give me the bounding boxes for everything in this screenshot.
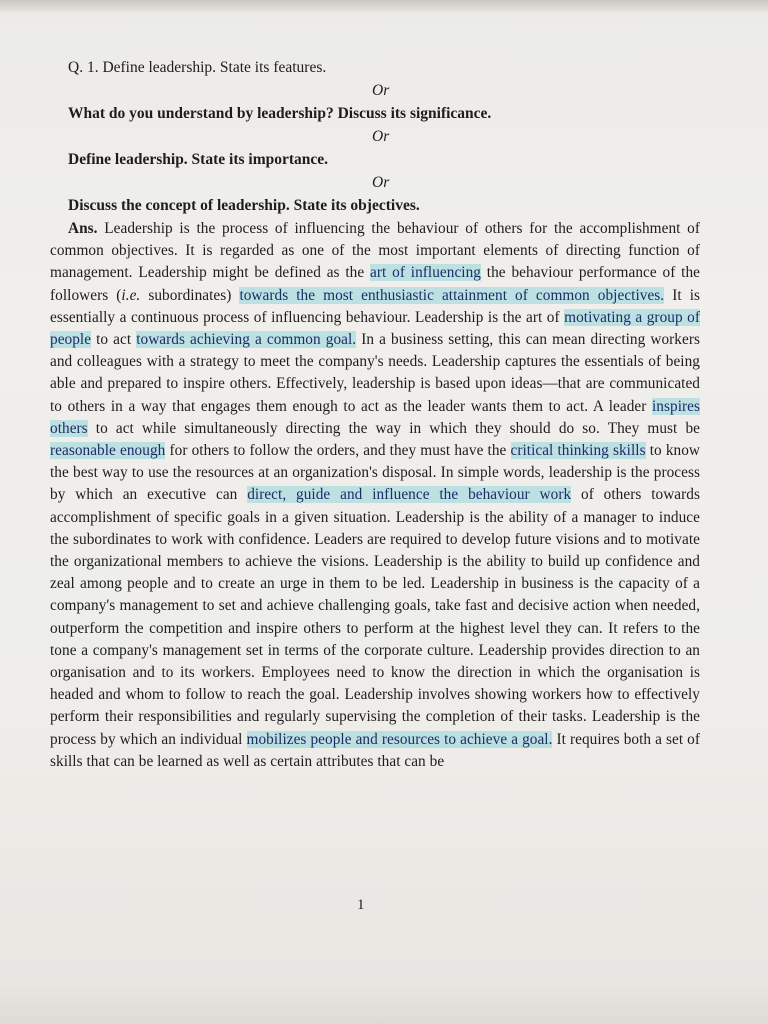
answer-text: of others towards accomplishment of specific goals in a given situation. Leadership is the ability of a manager to induce the subordinates to work with confidence. Leaders are required to develop future visions and to motivate the organizational members to achieve the visions. Leadership is the ability to build up confidence and zeal among people and to create an urge in them to be led. Leadership in business is the capacity of a company's management to set and achieve challenging goals, take fast and decisive action when needed, outperform the competition and inspire others to perform at the highest level they can. It refers to the tone a company's management set in terms of the corporate culture. Leadership provides direction to an organisation and to its workers. Employees need to know the direction in which the organisation is headed and whom to follow to reach the goal. Leadership involves showing workers how to effectively perform their responsibilities and regularly supervising the completion of their tasks. Leadership is the process by which an individual (50, 486, 700, 748)
page-bottom-shadow (0, 984, 768, 1024)
question-3: Define leadership. State its importance. (68, 151, 329, 168)
question-1: Q. 1. Define leadership. State its features. (68, 59, 327, 76)
highlighted-text: inspires others (50, 397, 700, 437)
highlighted-text: towards achieving a common goal. (136, 331, 357, 349)
highlighted-text: direct, guide and influence the behaviour work (247, 486, 572, 504)
page-content (50, 56, 700, 773)
page-top-edge (0, 0, 768, 14)
answer-text: i.e. (121, 286, 141, 304)
highlighted-text: art of influencing (370, 264, 481, 282)
highlighted-text: towards the most enthusiastic attainment of common objectives. (239, 286, 665, 304)
answer-text: It requires both a set of skills that can be learned as well as certain attributes that can be (50, 730, 701, 770)
highlighted-text: mobilizes people and resources to achieve a goal. (246, 730, 553, 748)
answer-paragraph (50, 218, 700, 773)
answer-text: It is essentially a continuous process of influencing behaviour. Leadership is the art of (50, 286, 700, 326)
answer-text: In a business setting, this can mean directing workers and colleagues with a strategy to meet the company's needs. Leadership captures the essentials of being able and prepared to inspire others. Effectively, leadership is based upon ideas—that are communicated to others in a way that engages them enough to act as the leader wants them to act. A leader (50, 331, 700, 415)
question-2: What do you understand by leadership? Discuss its significance. (68, 105, 492, 122)
answer-text: for others to follow the orders, and they must have the (165, 442, 511, 460)
highlighted-text: motivating a group of people (50, 308, 700, 349)
answer-text: Leadership is the process of influencing the behaviour of others for the accomplishment of common objectives. It is regarded as one of the most important elements of directing function of management. Leadership might be defined as the (50, 220, 700, 282)
or-divider-3: Or (372, 174, 390, 191)
answer-text: to know the best way to use the resources at an organization's disposal. In simple words, leadership is the process by which an executive can (50, 442, 701, 504)
answer-text: to act while simultaneously directing the way in which they should do so. They must be (87, 419, 700, 437)
answer-text: subordinates) (140, 286, 240, 304)
answer-text: the behaviour performance of the followers ( (50, 264, 701, 304)
or-divider-2: Or (372, 128, 390, 145)
answer-text: to act (91, 331, 137, 349)
highlighted-text: reasonable enough (50, 442, 166, 460)
or-divider-1: Or (372, 82, 390, 99)
page-number: 1 (357, 897, 365, 913)
highlighted-text: critical thinking skills (510, 442, 646, 460)
question-4: Discuss the concept of leadership. State its objectives. (68, 197, 420, 214)
answer-label: Ans. (68, 220, 98, 237)
